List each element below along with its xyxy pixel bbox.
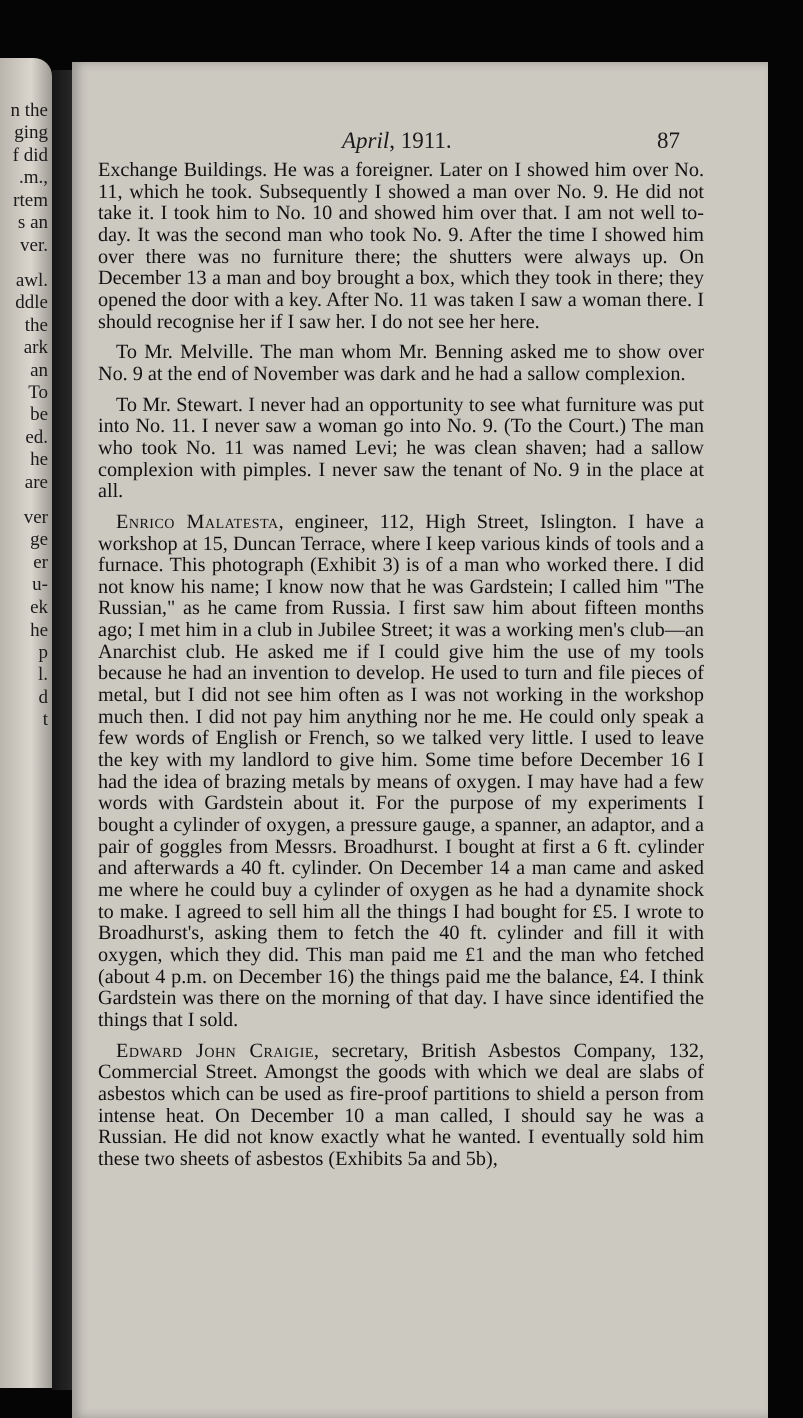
facing-page-fragment: u- — [32, 574, 48, 595]
facing-page-fragment: ver — [23, 507, 48, 528]
paragraph-text: , engineer, 112, High Street, Islington. I have a workshop at 15, Duncan Terrace, where I keep various kinds of tools and a furnace. This photograph (Exhibit 3) is of a man who worked there. I did not know his name; I know now that he was Gardstein; I called him "The Russian," as he came from Russia. I first saw him about fifteen months ago; I met him in a club in Jubilee Street; it was a working men's club—an Anarchist club. He asked me if I could give him the use of my tools because he had an invention to develop. He used to turn and file pieces of metal, but I did not see him often as I was not working in the workshop much then. I did not pay him anything nor he me. He could only speak a few words of English or French, so we talked very little. I used to leave the key with my landlord to give him. Some time before December 16 I had the idea of brazing metals by means of oxygen. I may have had a few words with Gardstein about it. For the purpose of my experiments I bought a cylinder of oxygen, a pressure gauge, a spanner, an adaptor, and a pair of goggles from Messrs. Broadhurst. I bought at first a 6 ft. cylinder and afterwards a 40 ft. cylinder. On December 14 a man came and asked me where he could buy a cylinder of oxygen as he had a dynamite shock to make. I agreed to sell him all the things I had bought for £5. I wrote to Broadhurst's, asking them to fetch the 40 ft. cylinder and fill it with oxygen, which they did. This man paid me £1 and the man who fetched (about 4 p.m. on December 16) the things paid me the balance, £4. I think Gardstein was there on the morning of that day. I have since identified the things that I sold. — [98, 510, 704, 1031]
facing-page-fragment: ddle — [15, 292, 48, 313]
facing-page-fragment: p — [38, 642, 48, 663]
facing-page-fragment: ging — [14, 122, 48, 143]
facing-page-fragment: he — [30, 620, 48, 641]
facing-page-edge — [0, 58, 52, 1388]
book-page — [72, 62, 768, 1418]
witness-name: Enrico Malatesta — [116, 510, 279, 533]
paragraph-text: To Mr. Stewart. I never had an opportunity to see what furniture was put into No. 11. I never saw a woman go into No. 9. (To the Court.) The man who took No. 11 was named Levi; he was clean shaven; had a sallow complexion with pimples. I never saw the tenant of No. 9 in the place at all. — [98, 393, 704, 503]
facing-page-fragment: n the — [10, 100, 48, 121]
facing-page-fragment: t — [42, 709, 48, 730]
facing-page-fragment: rtem — [13, 190, 48, 211]
facing-page-fragment: ed. — [25, 427, 48, 448]
facing-page-fragment: s an — [17, 212, 48, 233]
witness-name: Edward John Craigie — [116, 1039, 314, 1062]
paragraph — [98, 160, 704, 333]
facing-page-fragment: ek — [30, 597, 48, 618]
facing-page-fragment: the — [24, 315, 48, 336]
header-year: , 1911. — [389, 128, 452, 153]
paragraph — [98, 512, 704, 1032]
facing-page-fragment: ark — [23, 337, 48, 358]
facing-page-fragment: f did — [12, 145, 48, 166]
facing-page-fragment: d — [38, 687, 48, 708]
facing-page-fragment: To — [28, 382, 48, 403]
paragraph — [98, 1041, 704, 1171]
facing-page-fragment: er — [33, 552, 48, 573]
header-month: April — [342, 128, 390, 153]
running-title — [342, 128, 452, 154]
paragraph-text: To Mr. Melville. The man whom Mr. Benning asked me to show over No. 9 at the end of November was dark and he had a sallow complexion. — [98, 341, 704, 385]
facing-page-fragment: awl. — [15, 270, 48, 291]
facing-page-fragment: an — [30, 360, 48, 381]
paragraph — [98, 395, 704, 503]
facing-page-fragment: are — [24, 472, 48, 493]
facing-page-fragment: .m., — [18, 167, 48, 188]
facing-page-fragment: ver. — [20, 235, 48, 256]
paragraph-text: , secretary, British Asbestos Company, 132, Commercial Street. Amongst the goods with which we deal are slabs of asbestos which can be used as fire-proof partitions to shield a person from intense heat. On December 10 a man called, I should say he was a Russian. He did not know exactly what he wanted. I eventually sold him these two sheets of asbestos (Exhibits 5a and 5b), — [98, 1039, 704, 1170]
running-header — [72, 126, 768, 160]
paragraph — [98, 342, 704, 385]
facing-page-fragment: ge — [30, 529, 48, 550]
paragraph-text: Exchange Buildings. He was a foreigner. Later on I showed him over No. 11, which he took. Subsequently I showed a man over No. 9. He did not take it. I took him to No. 10 and showed him over that. I am not well to-day. It was the second man who took No. 9. After the time I showed him over there was no furniture there; the shutters were always up. On December 13 a man and boy brought a box, which they took in there; they opened the door with a key. After No. 11 was taken I saw a woman there. I should recognise her if I saw her. I do not see her here. — [98, 159, 704, 333]
page-text — [98, 160, 704, 1180]
facing-page-fragment: he — [30, 449, 48, 470]
facing-page-fragment: l. — [37, 664, 48, 685]
facing-page-fragment: be — [30, 404, 48, 425]
page-number: 87 — [657, 128, 680, 153]
